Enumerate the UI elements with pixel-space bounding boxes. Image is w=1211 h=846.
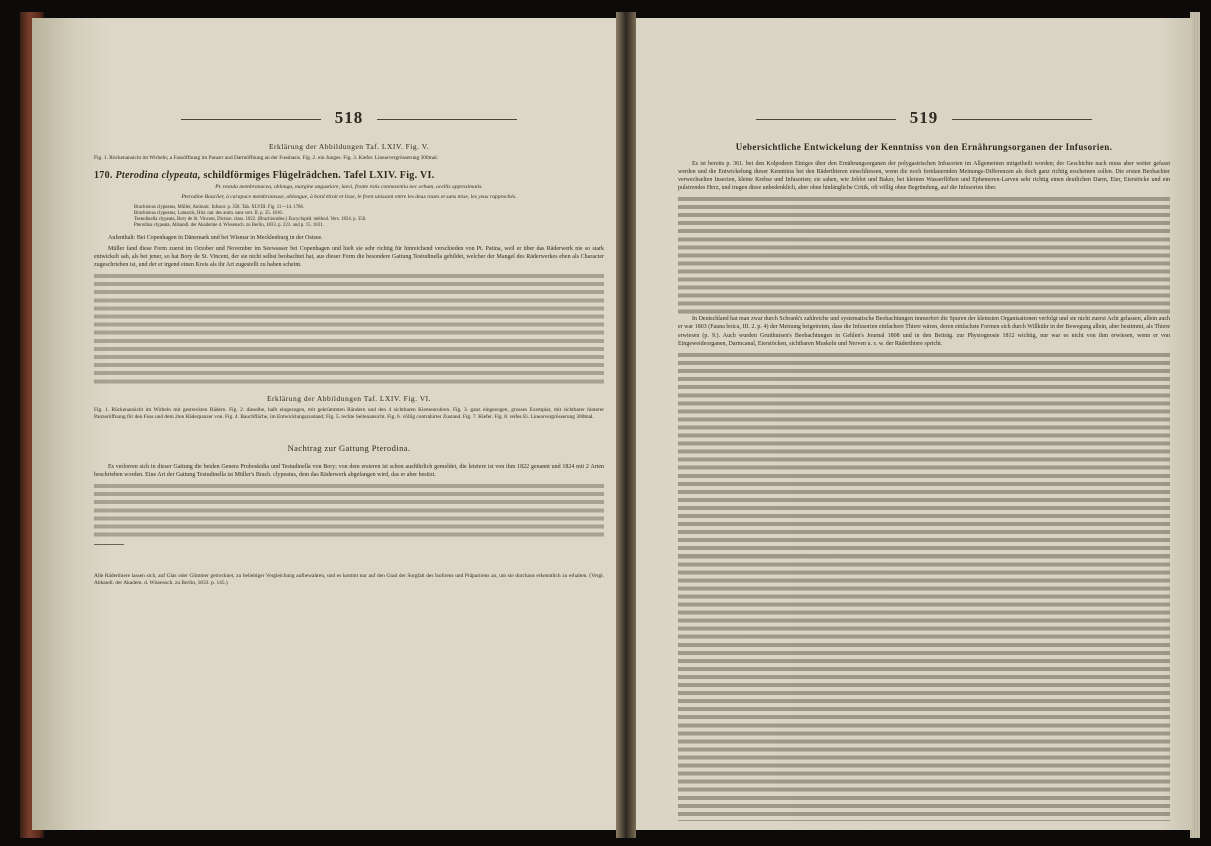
species-table-ref: Tafel LXIV. Fig. VI. <box>343 170 435 181</box>
chapter-title: Uebersichtliche Entwickelung der Kenntniss von den Ernährungsorganen der Infusorien. <box>735 142 1113 152</box>
page-number-left: 518 <box>94 108 604 128</box>
body-text-continuation <box>94 272 604 384</box>
figure-caption-2: Fig. 1. Rückenansicht im Wirbeln mit gestreckten Rädern. Fig. 2. dieselbe, halb eingezogen, mit gekrümmten Rändern und den 4 sichtbaren Kiemenrohren. Fig. 3. ganz eingezogen, grosses Exemplar, mit sichtbarer hinterer Panzeröffnung für den Fuss und dem 2ten Räderpanzer von. Fig. 4. Bauchfläche, im Entwicklungszustand; Fig. 5. rechte Seitenansicht. Fig. 6. völlig contrahirter Zustand. Fig. 7. Kiefer. Fig. 8. reifes Ei. Linearvergrösserung 300mal. <box>94 407 604 420</box>
nachtrag-continuation <box>94 482 604 538</box>
synonymy-item: Testudinella clypeata, Bory de St. Vincent, Diction. class. 1822. (Brachionides.) Encyclopéd. méthod. Vers. 1824. p. 350. <box>134 217 367 223</box>
species-german-name: schildförmiges Flügelrädchen. <box>203 170 342 181</box>
right-text-block-1 <box>678 195 1170 315</box>
species-heading <box>94 170 604 181</box>
synonymy-list <box>94 205 604 230</box>
species-number: 170. <box>94 170 113 181</box>
book-gutter <box>616 12 636 838</box>
figure-caption-title-2: Erklärung der Abbildungen Taf. LXIV. Fig. VI. <box>266 394 432 403</box>
species-name: Pterodina clypeata, <box>115 170 201 181</box>
french-diagnosis: Pterodine Bouclier, à carapace membraneuse, oblongue, à bord étroit et lisse, le front unissant entre les deux roues et sans mise, les yeux rapprochés. <box>181 194 517 201</box>
figure-caption-title-1: Erklärung der Abbildungen Taf. LXIV. Fig. V. <box>268 142 430 151</box>
synonymy-item: Pterodina clypeata, Abhandl. der Akademie d. Wissensch. zu Berlin, 1833. p. 223. und p. 15. 1831. <box>134 223 324 229</box>
footnote-rule <box>94 544 124 545</box>
right-text-block-2 <box>678 351 1170 821</box>
section-title-nachtrag: Nachtrag zur Gattung Pterodina. <box>287 443 411 453</box>
synonymy-item: Brachionus clypeatus, Müller, Animalc. Infusor. p. 358. Tab. XLVIII. Fig. 11—14. 1786. <box>134 204 305 210</box>
open-book <box>20 12 1200 838</box>
figure-caption-1: Fig. 1. Rückenansicht im Wirbeln; a Fussöffnung im Panzer und Darmöffnung an der Fussbasis. Fig. 2. ein Junges. Fig. 3. Kiefer. Linearvergrösserung 300mal. <box>94 155 439 161</box>
footnote: Alle Räderthiere lassen sich, auf Glas oder Glimmer getrocknet, zu beliebiger Vergleichung aufbewahren, und es kommt nur auf den Grad der Sorgfalt des Isolirens und Präparirens an, um sie durchaus erkenntlich zu erhalten. (Vergl. Abhandl. der Akadem. d. Wissensch. zu Berlin, 1833. p. 145.) <box>94 573 604 587</box>
species-description: Müller fand diese Form zuerst im October und November im Seewasser bei Copenhagen und hielt sie sehr richtig für hinreichend verschieden von Pt. Patina, weil er über das Räderwerk nie so stark entwickelt sah, als bei jener, so hat Bory de St. Vincent, der sie nicht selbst beobachtet hat, aus dieser Form die besondere Gattung Testudinella gebildet, welcher der Mangel des Räderwerkes eben als Character zugeschrieben ist, und der er irgend einen Kreis als ihr Art zugestellt zu haben scheint. <box>94 245 604 268</box>
latin-diagnosis: Pt. testula membranacea, oblonga, margine angustiore, laevi, fronte rotis connexentia nec orbum, ocellis approximatis. <box>215 184 483 190</box>
left-page <box>32 18 626 830</box>
nachtrag-paragraph: Es verlorren sich in dieser Gattung die beiden Genera Proboskidia und Testudinella von Bory; von dem ersteren ist schon ausführlich gemeldet, die letztere ist von ihm 1822 genannt und 1824 mit 2 Arten beschrieben worden. Eine Art der Gattung Testudinella ist Müller's Brach. clypeatus, dem das Räderwerk abgefangen wird, das er aber besitzt. <box>94 464 604 479</box>
synonymy-item: Brachionus clypeatus, Lamarck, Hist. nat. des anim. sans vert. II. p. 35. 1816. <box>134 211 283 217</box>
right-paragraph-1: Es ist bereits p. 361. bei den Kolpodeen Einiges über den Ernährungsorganen der polygastrischen Infusorien im Allgemeinen mitgetheilt worden; der Geschichte nach muss aber weiter gefasst werden und die Entwickelung dieser Kenntniss bei den Räderthieren einschliessen, wenn die noch fortdauernden Meinungs-Differenzen als doch ganz richtig erscheinen sollen. Die ersten Beobachter verwechselten Insecten, kleine Krebse und Infusorien; sie sahen, wie Joblot und Baker, bei kleinen Wasserflöhen und Ephemeren-Larven sehr richtig einen deutlichen Darm, Eier, Eierstöcke und ein pulsirendes Herz, und trugen diese unbedenklich, aber ohne hinlängliche Critik, oft völlig ohne Begründung, auf die Infusorien über. <box>678 161 1170 192</box>
right-paragraph-2: In Deutschland hat man zwar durch Schrank's zahlreiche und systematische Beobachtungen immerfort die Spuren der kleinsten Organisationen verfolgt und sie nicht zuerst Acht gelassen, allein auch er war 1803 (Fauna boica, III. 2. p. 4) der Meinung beigetreten, dass die Infusorien einfachere Thiere wären, deren einfachste Formen sich durch Willkühr in der Bewegung allein, aber bestimmt, als Thiere erwiesen (p. 9.). Auch wurden Gruithuisen's Beobachtungen in Gehlen's Journal 1808 und in den Beiträg. zur Physiognosie 1812 wichtig, nur war es nicht von ihm erwiesen, wenn er von Eingeweideorganen, Darmcanal, Eierstöcken, sichtbaren Muskeln und Nerven u. s. w. der Räderthiere spricht. <box>678 316 1170 347</box>
page-number-right: 519 <box>678 108 1170 128</box>
right-page <box>626 18 1192 830</box>
habitat-line: Aufenthalt: Bei Copenhagen in Dänemark und bei Wismar in Mecklenburg in der Ostsee. <box>108 234 323 241</box>
